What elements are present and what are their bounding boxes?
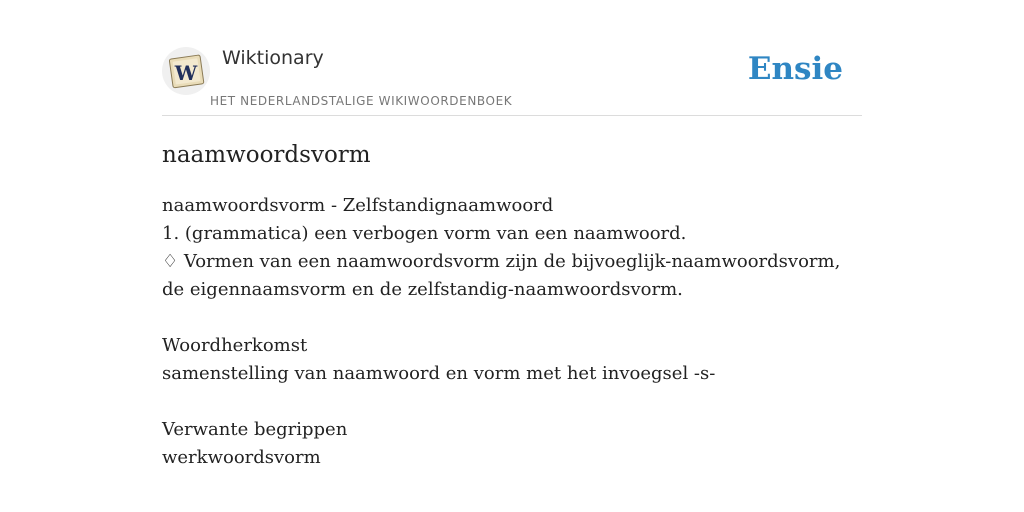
logo-letter: W xyxy=(174,61,198,85)
etymology-text: samenstelling van naamwoord en vorm met het invoegsel -s- xyxy=(162,363,716,384)
etymology-heading: Woordherkomst xyxy=(162,335,308,356)
site-tagline: HET NEDERLANDSTALIGE WIKIWOORDENBOEK xyxy=(210,94,513,108)
page-title: naamwoordsvorm xyxy=(162,142,371,168)
spacer xyxy=(162,304,862,332)
definition-note: ♢ Vormen van een naamwoordsvorm zijn de bijvoeglijk-naamwoordsvorm, de eigennaamsvorm en de zelfstandig-naamwoordsvorm. xyxy=(162,251,841,300)
page-container xyxy=(162,0,862,512)
related-heading: Verwante begrippen xyxy=(162,419,348,440)
spacer xyxy=(162,388,862,416)
brand-logo[interactable]: Ensie xyxy=(747,51,843,87)
site-header xyxy=(162,0,862,116)
wiktionary-puzzle-tile-icon xyxy=(162,47,210,95)
definition-heading: naamwoordsvorm - Zelfstandignaamwoord xyxy=(162,195,554,216)
entry-content xyxy=(162,192,862,472)
related-term: werkwoordsvorm xyxy=(162,447,321,468)
definition-item: 1. (grammatica) een verbogen vorm van een naamwoord. xyxy=(162,223,687,244)
wiktionary-logo-icon[interactable] xyxy=(162,47,210,95)
site-name[interactable]: Wiktionary xyxy=(222,47,324,69)
